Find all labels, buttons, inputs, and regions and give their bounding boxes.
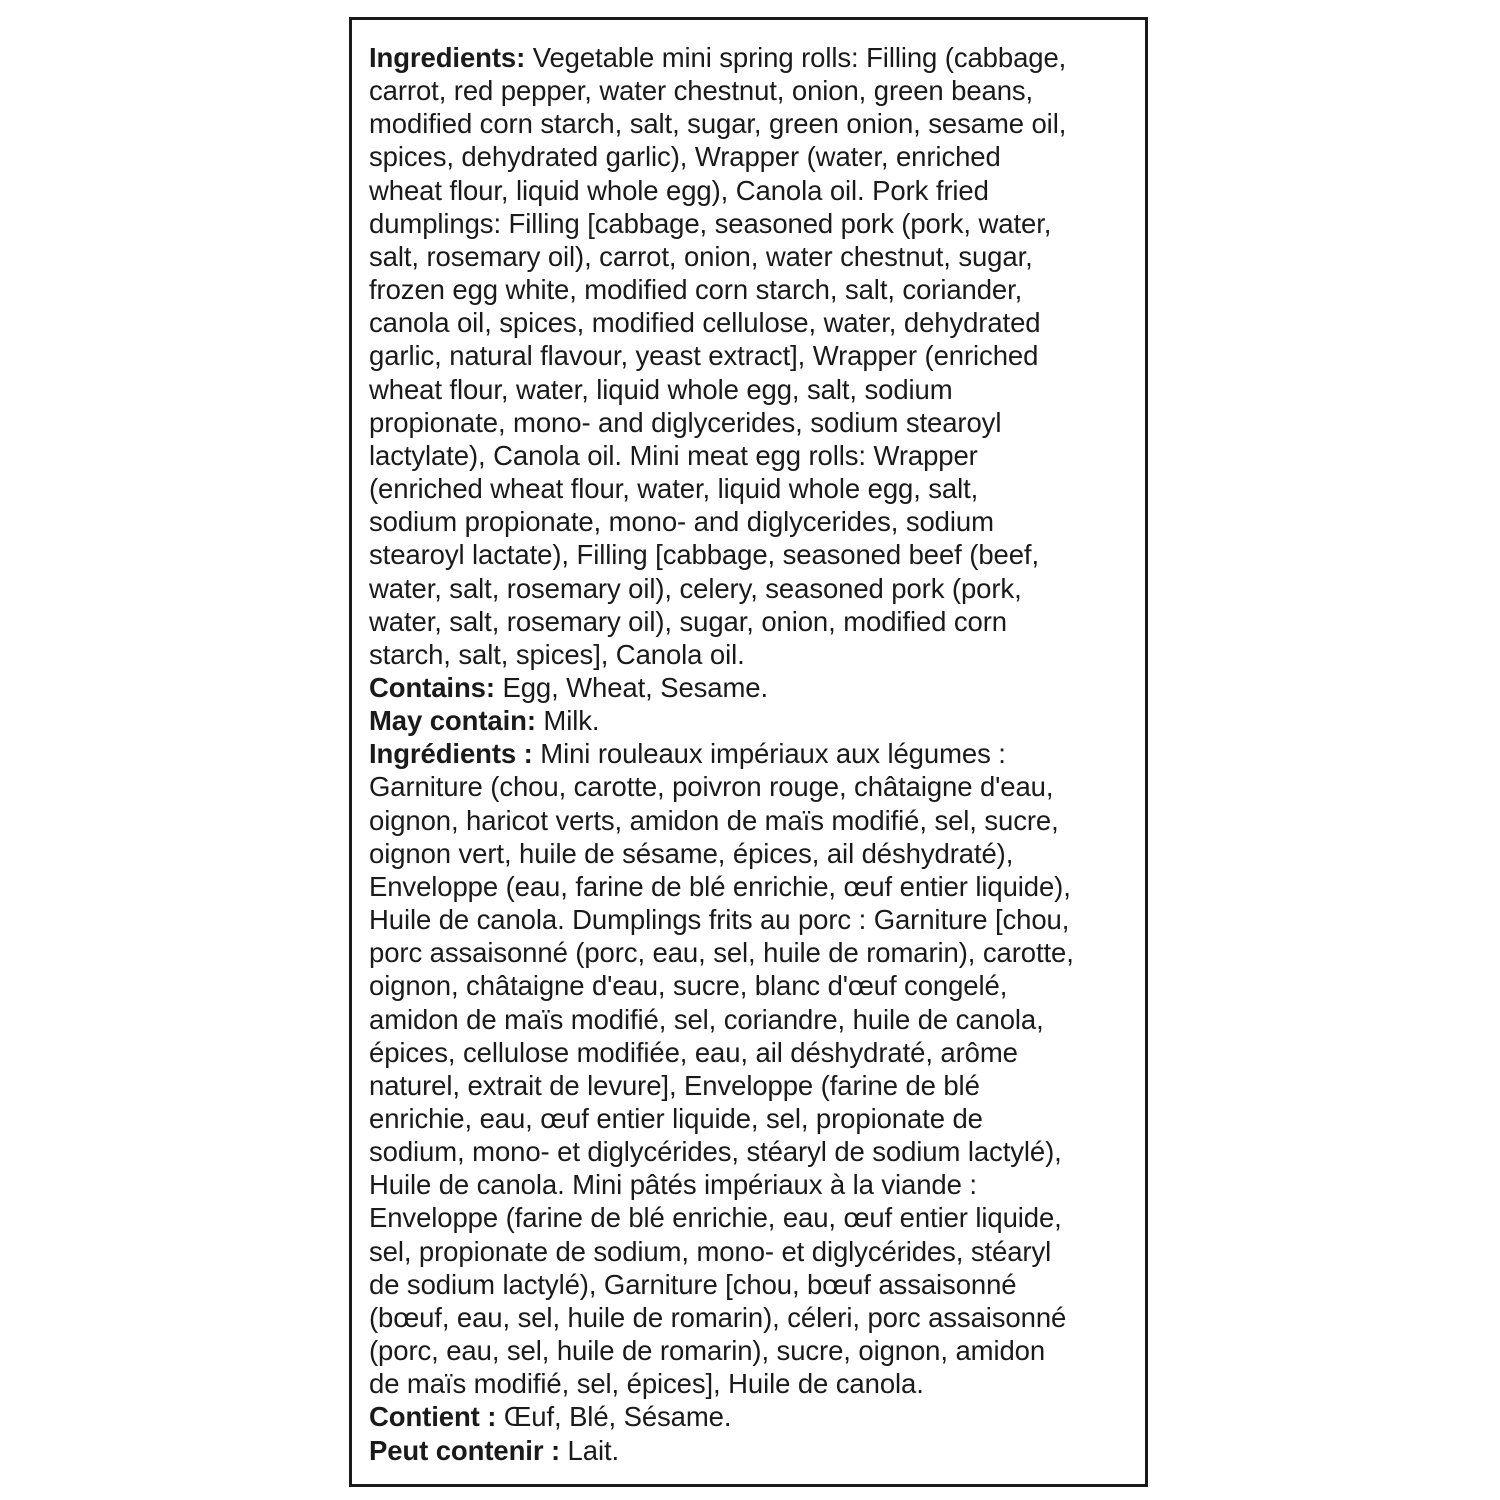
label-line bbox=[369, 140, 1149, 173]
label-line bbox=[369, 870, 1149, 903]
label-line bbox=[369, 671, 1149, 704]
label-line-text: (porc, eau, sel, huile de romarin), sucre, oignon, amidon bbox=[369, 1335, 1046, 1367]
label-line bbox=[369, 1334, 1149, 1367]
label-line-text: (enriched wheat flour, water, liquid whole egg, salt, bbox=[369, 473, 979, 505]
label-heading: Contient : bbox=[369, 1401, 497, 1433]
label-line-text: (bœuf, eau, sel, huile de romarin), céleri, porc assaisonné bbox=[369, 1301, 1067, 1333]
label-heading: Contains: bbox=[369, 671, 495, 703]
label-line-text: wheat flour, water, liquid whole egg, salt, sodium bbox=[369, 373, 953, 405]
label-line bbox=[369, 1434, 1149, 1467]
label-line-text: water, salt, rosemary oil), celery, seasoned pork (pork, bbox=[369, 572, 1022, 604]
label-line-text: Huile de canola. Dumplings frits au porc : Garniture [chou, bbox=[369, 904, 1070, 936]
label-line-text: Huile de canola. Mini pâtés impériaux à la viande : bbox=[369, 1169, 977, 1201]
label-line-text: naturel, extrait de levure], Enveloppe (farine de blé bbox=[369, 1069, 980, 1101]
label-line bbox=[369, 1102, 1149, 1135]
label-line bbox=[369, 1168, 1149, 1201]
label-line bbox=[369, 107, 1149, 140]
label-line-text: Egg, Wheat, Sesame. bbox=[494, 671, 769, 703]
label-line-text: frozen egg white, modified corn starch, salt, coriander, bbox=[369, 274, 1023, 306]
label-line-text: Milk. bbox=[535, 705, 600, 737]
label-line bbox=[369, 74, 1149, 107]
label-line bbox=[369, 638, 1149, 671]
label-line bbox=[369, 1367, 1149, 1400]
label-line bbox=[369, 837, 1149, 870]
label-line-text: sel, propionate de sodium, mono- et diglycérides, stéaryl bbox=[369, 1235, 1052, 1267]
label-line-text: Mini rouleaux impériaux aux légumes : bbox=[532, 738, 1006, 770]
label-line-text: stearoyl lactate), Filling [cabbage, seasoned beef (beef, bbox=[369, 539, 1039, 571]
label-heading: Peut contenir : bbox=[369, 1434, 561, 1466]
label-line bbox=[369, 373, 1149, 406]
label-line bbox=[369, 737, 1149, 770]
label-line-text: modified corn starch, salt, sugar, green onion, sesame oil, bbox=[369, 108, 1067, 140]
label-line-text: salt, rosemary oil), carrot, onion, water chestnut, sugar, bbox=[369, 240, 1033, 272]
label-line bbox=[369, 472, 1149, 505]
label-line-text: épices, cellulose modifiée, eau, ail déshydraté, arôme bbox=[369, 1036, 1018, 1068]
label-line-text: amidon de maïs modifié, sel, coriandre, huile de canola, bbox=[369, 1003, 1044, 1035]
label-line bbox=[369, 306, 1149, 339]
label-line bbox=[369, 1235, 1149, 1268]
label-line bbox=[369, 969, 1149, 1002]
label-line bbox=[369, 240, 1149, 273]
label-line bbox=[369, 770, 1149, 803]
label-line-text: Lait. bbox=[560, 1434, 620, 1466]
label-line-text: wheat flour, liquid whole egg), Canola oil. Pork fried bbox=[369, 174, 989, 206]
label-line-text: oignon, haricot verts, amidon de maïs modifié, sel, sucre, bbox=[369, 804, 1059, 836]
label-line-text: propionate, mono- and diglycerides, sodium stearoyl bbox=[369, 406, 1002, 438]
label-line-text: spices, dehydrated garlic), Wrapper (water, enriched bbox=[369, 141, 1001, 173]
label-line bbox=[369, 605, 1149, 638]
label-line-text: lactylate), Canola oil. Mini meat egg rolls: Wrapper bbox=[369, 439, 978, 471]
label-line-text: sodium propionate, mono- and diglycerides, sodium bbox=[369, 506, 994, 538]
label-line-text: Vegetable mini spring rolls: Filling (cabbage, bbox=[525, 42, 1067, 73]
label-line-text: water, salt, rosemary oil), sugar, onion, modified corn bbox=[369, 605, 1007, 637]
label-line bbox=[369, 903, 1149, 936]
label-line-text: canola oil, spices, modified cellulose, water, dehydrated bbox=[369, 307, 1041, 339]
label-line-text: porc assaisonné (porc, eau, sel, huile de romarin), carotte, bbox=[369, 937, 1074, 969]
label-line-text: oignon, châtaigne d'eau, sucre, blanc d'œuf congelé, bbox=[369, 970, 1008, 1002]
label-line bbox=[369, 572, 1149, 605]
label-line bbox=[369, 273, 1149, 306]
label-heading: Ingredients: bbox=[369, 42, 526, 73]
label-line bbox=[369, 174, 1149, 207]
label-line-text: Garniture (chou, carotte, poivron rouge, châtaigne d'eau, bbox=[369, 771, 1054, 803]
label-line bbox=[369, 339, 1149, 372]
label-heading: Ingrédients : bbox=[369, 738, 533, 770]
label-line bbox=[369, 1003, 1149, 1036]
label-line-text: starch, salt, spices], Canola oil. bbox=[369, 638, 745, 670]
label-line-text: oignon vert, huile de sésame, épices, ail déshydraté), bbox=[369, 837, 1014, 869]
label-line-text: Œuf, Blé, Sésame. bbox=[496, 1401, 732, 1433]
label-line-text: sodium, mono- et diglycérides, stéaryl de sodium lactylé), bbox=[369, 1136, 1062, 1168]
label-line bbox=[369, 406, 1149, 439]
label-line-text: Enveloppe (farine de blé enrichie, eau, œuf entier liquide, bbox=[369, 1202, 1062, 1234]
label-line bbox=[369, 804, 1149, 837]
label-line-text: garlic, natural flavour, yeast extract], Wrapper (enriched bbox=[369, 340, 1039, 372]
label-line bbox=[369, 439, 1149, 472]
label-line bbox=[369, 1069, 1149, 1102]
label-line bbox=[369, 1135, 1149, 1168]
label-line bbox=[369, 207, 1149, 240]
label-line-text: de sodium lactylé), Garniture [chou, bœuf assaisonné bbox=[369, 1268, 1017, 1300]
ingredients-label-box bbox=[349, 17, 1148, 1487]
label-line bbox=[369, 41, 1149, 74]
label-line-text: de maïs modifié, sel, épices], Huile de canola. bbox=[369, 1368, 924, 1400]
label-line bbox=[369, 1301, 1149, 1334]
label-line bbox=[369, 505, 1149, 538]
label-line-text: dumplings: Filling [cabbage, seasoned pork (pork, water, bbox=[369, 207, 1052, 239]
label-line bbox=[369, 1036, 1149, 1069]
ingredients-text-block bbox=[369, 41, 1149, 1467]
label-line bbox=[369, 1201, 1149, 1234]
label-line bbox=[369, 936, 1149, 969]
label-heading: May contain: bbox=[369, 705, 536, 737]
label-line bbox=[369, 1400, 1149, 1433]
label-line-text: enrichie, eau, œuf entier liquide, sel, propionate de bbox=[369, 1103, 983, 1134]
label-line bbox=[369, 538, 1149, 571]
label-line-text: Enveloppe (eau, farine de blé enrichie, œuf entier liquide), bbox=[369, 870, 1071, 902]
label-line bbox=[369, 704, 1149, 737]
label-line-text: carrot, red pepper, water chestnut, onion, green beans, bbox=[369, 75, 1034, 107]
label-line bbox=[369, 1268, 1149, 1301]
